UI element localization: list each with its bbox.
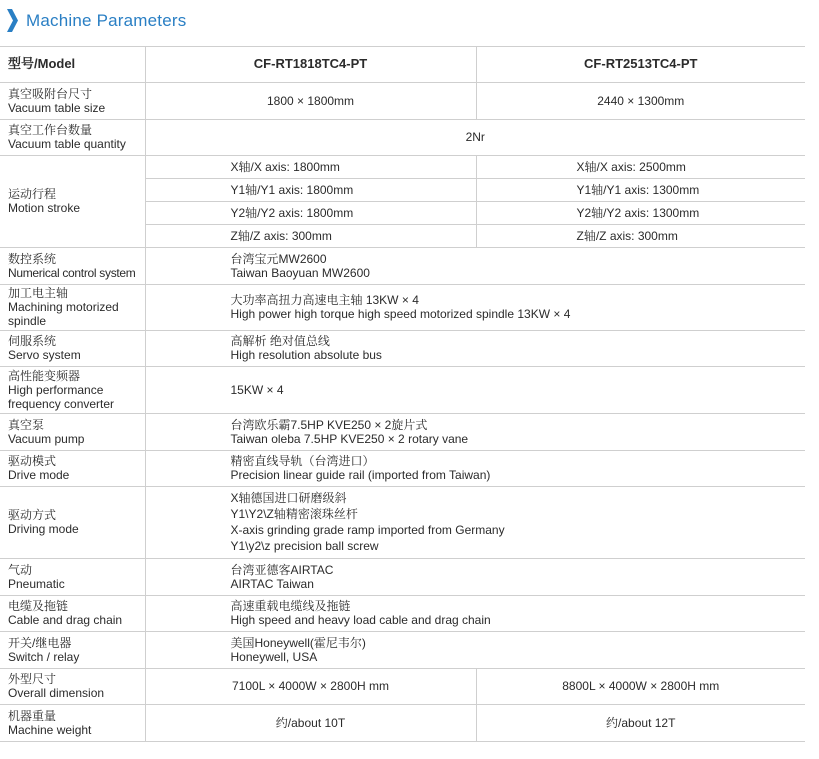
value-line: High speed and heavy load cable and drag chain [230,613,491,627]
value-line: 美国Honeywell(霍尼韦尔) [230,635,366,650]
label-en: Vacuum table quantity [8,137,126,151]
row-label [0,668,145,704]
row-label [0,82,145,119]
value-line: AIRTAC Taiwan [230,576,314,591]
row-label [0,119,145,155]
value-col1: Y1轴/Y1 axis: 1800mm [145,178,476,201]
label-cn: 真空吸附台尺寸 [8,86,93,101]
label-cn: 气动 [8,562,33,577]
value-span [145,558,805,595]
model-col2: CF-RT2513TC4-PT [476,47,805,82]
value-col2: Z轴/Z axis: 300mm [476,224,805,247]
label-en: Vacuum table size [8,100,106,115]
label-cn: 加工电主轴 [8,286,69,300]
table-row-vacuum-table-size [0,82,805,119]
table-row-drive-mode [0,450,805,486]
value-span [145,486,805,558]
label-cn: 电缆及拖链 [8,599,69,613]
value-col1: 约/about 10T [145,704,476,741]
table-row-servo [0,330,805,366]
label-cn: 驱动方式 [8,508,57,522]
row-label [0,284,145,330]
table-row-vacuum-pump [0,413,805,450]
value-line: 台湾欧乐霸7.5HP KVE250 × 2旋片式 [230,417,428,432]
value-line: 台湾亚德客AIRTAC [230,562,334,577]
value-line: Taiwan oleba 7.5HP KVE250 × 2 rotary vane [230,431,469,446]
value-span: 15KW × 4 [145,366,805,413]
row-label: 型号/Model [0,47,145,82]
label-en: Numerical control system [8,265,136,280]
value-line: Y1\Y2\Z轴精密滚珠丝杆 [230,507,358,521]
table-row-vacuum-table-quantity [0,119,805,155]
row-label [0,413,145,450]
row-label [0,631,145,668]
label-cn: 开关/继电器 [8,635,72,650]
row-label [0,486,145,558]
label-cn: 高性能变频器 [8,368,81,383]
table-row-machine-weight [0,704,805,741]
parameters-table [0,47,805,742]
value-col1: X轴/X axis: 1800mm [145,155,476,178]
label-cn: 数控系统 [8,251,57,266]
label-en: Switch / relay [8,649,80,664]
row-label [0,704,145,741]
value-line: 大功率高扭力高速电主轴 13KW × 4 [230,293,419,307]
row-label [0,155,145,247]
value-line: 高速重载电缆线及拖链 [230,599,351,613]
page-header [0,0,819,44]
value-line: Precision linear guide rail (imported from Taiwan) [230,468,491,482]
label-en: Vacuum pump [8,431,85,446]
label-en: Machine weight [8,722,92,737]
label-en: High performance [8,382,104,397]
table-row-motion-stroke [0,155,805,178]
label-cn: 驱动模式 [8,454,57,468]
value-col1: 7100L × 4000W × 2800H mm [145,668,476,704]
value-span [145,450,805,486]
label-en: Cable and drag chain [8,613,123,627]
value-line: Taiwan Baoyuan MW2600 [230,265,370,280]
table-row-model [0,47,805,82]
value-span: 2Nr [145,119,805,155]
label-cn: 机器重量 [8,708,57,723]
label-en: Machining motorized [8,300,119,314]
value-span [145,284,805,330]
table-row-overall-dimension [0,668,805,704]
table-row-cable [0,595,805,631]
label-cn: 伺服系统 [8,334,57,348]
label-en: Servo system [8,348,81,362]
table-row-pneumatic [0,558,805,595]
table-row-driving-mode [0,486,805,558]
label-en: spindle [8,314,47,328]
label-en: Motion stroke [8,201,81,215]
row-label [0,558,145,595]
value-line: Honeywell, USA [230,649,318,664]
value-line: High resolution absolute bus [230,348,382,362]
table-row-frequency-converter [0,366,805,413]
value-line: 高解析 绝对值总线 [230,334,330,348]
row-label [0,247,145,284]
label-en: Pneumatic [8,576,65,591]
model-col1: CF-RT1818TC4-PT [145,47,476,82]
value-col2: 2440 × 1300mm [476,82,805,119]
label-en: Overall dimension [8,686,105,700]
value-span [145,413,805,450]
row-label [0,595,145,631]
label-cn: 真空泵 [8,417,45,432]
value-col2: 8800L × 4000W × 2800H mm [476,668,805,704]
value-span [145,631,805,668]
value-col1: Y2轴/Y2 axis: 1800mm [145,201,476,224]
label-en: Drive mode [8,468,70,482]
label-cn: 运动行程 [8,187,57,201]
value-line: X轴德国进口研磨级斜 [230,491,347,505]
value-line: High power high torque high speed motorized spindle 13KW × 4 [230,307,571,321]
value-col2: Y2轴/Y2 axis: 1300mm [476,201,805,224]
value-span [145,595,805,631]
value-col1: Z轴/Z axis: 300mm [145,224,476,247]
value-span [145,330,805,366]
value-span [145,247,805,284]
label-en: frequency converter [8,396,115,411]
label-cn: 真空工作台数量 [8,123,93,137]
row-label [0,450,145,486]
chevron-right-icon [7,9,18,32]
table-row-numerical-control [0,247,805,284]
row-label [0,366,145,413]
page-title: Machine Parameters [26,11,187,30]
value-line: 台湾宝元MW2600 [230,251,327,266]
label-en: Driving mode [8,522,79,536]
value-col1: 1800 × 1800mm [145,82,476,119]
value-col2: X轴/X axis: 2500mm [476,155,805,178]
value-col2: Y1轴/Y1 axis: 1300mm [476,178,805,201]
value-col2: 约/about 12T [476,704,805,741]
label-cn: 外型尺寸 [8,672,57,686]
row-label [0,330,145,366]
value-line: 精密直线导轨（台湾进口） [230,454,375,468]
table-row-spindle [0,284,805,330]
value-line: X-axis grinding grade ramp imported from Germany [230,523,505,537]
value-line: Y1\y2\z precision ball screw [230,539,379,553]
table-row-switch [0,631,805,668]
